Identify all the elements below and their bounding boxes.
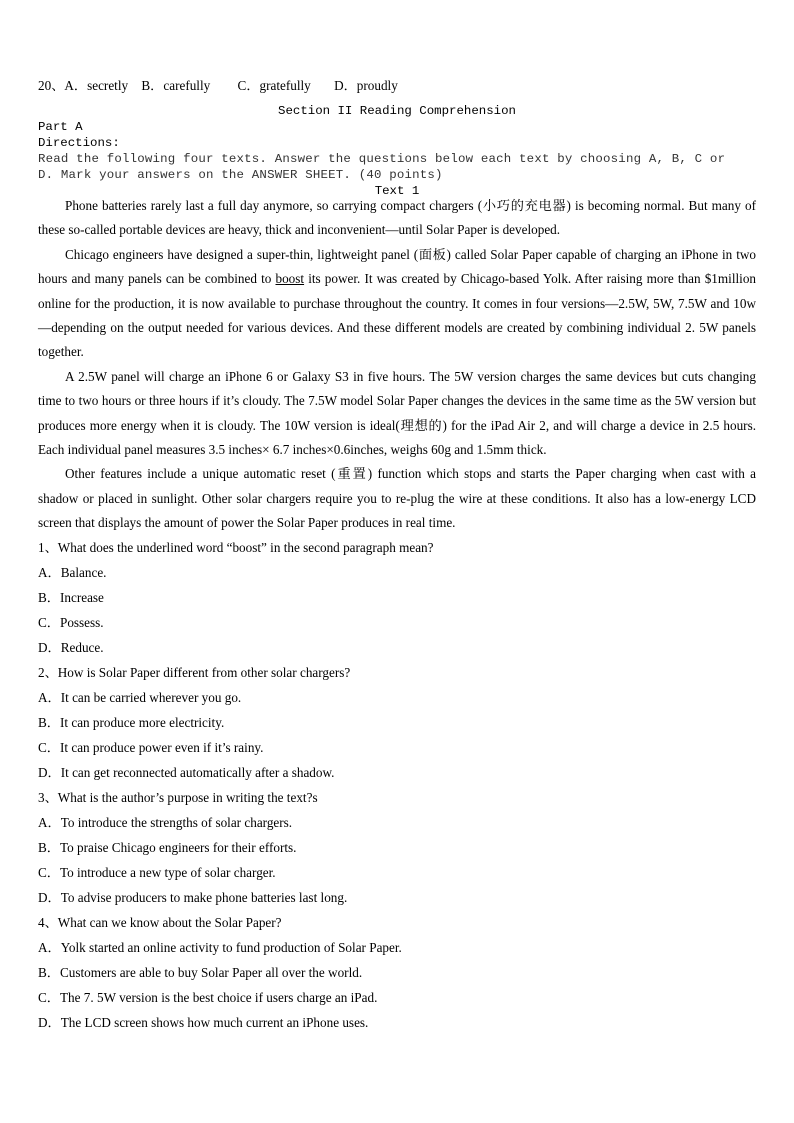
question-2-option-d: D．It can get reconnected automatically after a shadow.: [38, 765, 335, 780]
q20-option-c: C．gratefully: [237, 78, 311, 93]
directions-text: Read the following four texts. Answer the questions below each text by choosing A, B, C or D. Mark your answers on the ANSWER SHEET. (40 points): [38, 152, 726, 182]
text-title: Text 1: [374, 184, 420, 198]
q20-option-b: B．carefully: [141, 78, 211, 93]
question-1-option-c: C．Possess.: [38, 615, 104, 630]
question-2-stem: 2、How is Solar Paper different from other solar chargers?: [38, 665, 351, 680]
part-title: Part A: [38, 120, 83, 134]
question-3-option-c: C．To introduce a new type of solar charger.: [38, 865, 276, 880]
q20-options: [38, 78, 398, 94]
question-4-stem: 4、What can we know about the Solar Paper?: [38, 915, 282, 930]
passage-p2-part1: Chicago engineers have designed a super-thin, lightweight panel (面板) called Solar Paper capable of charging an iPhone in two hours and many panels can be combined to: [38, 246, 756, 287]
underlined-word-boost: boost: [275, 271, 305, 287]
q20-number: 20、: [38, 78, 65, 93]
question-2-option-a: A．It can be carried wherever you go.: [38, 690, 242, 705]
question-4-option-a: A．Yolk started an online activity to fund production of Solar Paper.: [38, 940, 402, 955]
question-3-option-b: B．To praise Chicago engineers for their efforts.: [38, 840, 297, 855]
section-title: Section II Reading Comprehension: [278, 104, 516, 118]
question-4-option-c: C．The 7. 5W version is the best choice if users charge an iPad.: [38, 990, 378, 1005]
question-1-option-b: B．Increase: [38, 590, 104, 605]
passage: [38, 194, 756, 536]
question-1-option-a: A．Balance.: [38, 565, 107, 580]
question-2-option-c: C．It can produce power even if it’s rainy.: [38, 740, 264, 755]
passage-p2-part2: its power. It was created by Chicago-based Yolk. After raising more than $1million online for the production, it is now available to purchase throughout the country. It comes in four versions—2.5W, 5W, 7.5W and 10w—depending on the output needed for various devices. And these different models are created by combining individual 2. 5W panels together.: [38, 271, 757, 360]
question-3-option-a: A．To introduce the strengths of solar chargers.: [38, 815, 293, 830]
passage-paragraph-3: A 2.5W panel will charge an iPhone 6 or Galaxy S3 in five hours. The 5W version charges the same devices but cuts changing time to two hours or three hours if it’s cloudy. The 7.5W model Solar Paper changes the devices in the same time as the 5W version but produces more energy when it is cloudy. The 10W version is ideal(理想的) for the iPad Air 2, and will charge a device in 2.5 hours. Each individual panel measures 3.5 inches× 6.7 inches×0.6inches, weighs 60g and 1.5mm thick.: [38, 368, 756, 458]
question-1-option-d: D．Reduce.: [38, 640, 104, 655]
question-3-option-d: D．To advise producers to make phone batteries last long.: [38, 890, 348, 905]
q20-option-a: A．secretly: [64, 78, 129, 93]
question-4-option-d: D．The LCD screen shows how much current an iPhone uses.: [38, 1015, 369, 1030]
question-2-option-b: B．It can produce more electricity.: [38, 715, 225, 730]
passage-paragraph-2: [38, 243, 756, 365]
passage-paragraph-4: Other features include a unique automatic reset (重置) function which stops and starts the Paper charging when cast with a shadow or placed in sunlight. Other solar chargers require you to re-plug the wire at these conditions. It also has a low-energy LCD screen that displays the amount of power the Solar Paper produces in real time.: [38, 466, 756, 531]
passage-paragraph-1: Phone batteries rarely last a full day anymore, so carrying compact chargers (小巧的充电器) is becoming normal. But many of these so-called portable devices are heavy, thick and inconvenient—until Solar Paper is developed.: [38, 198, 756, 238]
q20-option-d: D．proudly: [334, 78, 398, 93]
question-4-option-b: B．Customers are able to buy Solar Paper all over the world.: [38, 965, 363, 980]
question-1-stem: 1、What does the underlined word “boost” in the second paragraph mean?: [38, 540, 434, 555]
question-3-stem: 3、What is the author’s purpose in writing the text?s: [38, 790, 318, 805]
directions-label: Directions:: [38, 136, 120, 150]
